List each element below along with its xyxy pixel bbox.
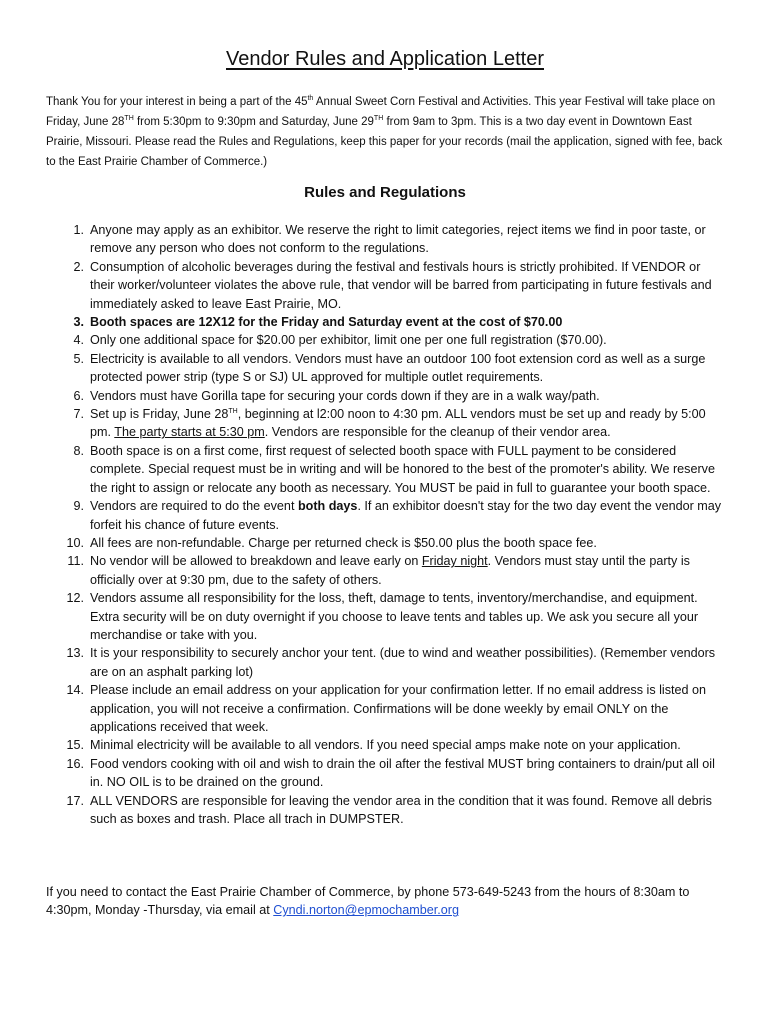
rule-item — [60, 736, 728, 754]
rule-item — [60, 552, 728, 589]
rule-number: 9. — [73, 499, 84, 514]
rule-text: ALL VENDORS are responsible for leaving the vendor area in the condition that it was found. Remove all debris such as boxes and trash. Place all trach in DUMPSTER. — [90, 793, 712, 826]
rule-item — [60, 331, 728, 349]
rule-item — [60, 405, 728, 442]
rule-text: Consumption of alcoholic beverages during the festival and festivals hours is strictly prohibited. If VENDOR or their worker/volunteer violates the above rule, that vendor will be barred from participating in future festivals and immediately asked to leave East Prairie, MO. — [90, 259, 712, 311]
rule-text: Please include an email address on your application for your confirmation letter. If no email address is listed on application, you will not receive a confirmation. Confirmations will be done weekly by email ONLY on the applications received that week. — [90, 683, 707, 734]
rule-item — [60, 792, 728, 829]
rule-text-b: . Vendors must stay until the party is officially over at 9:30 pm, due to the safety of others. — [90, 554, 690, 587]
contact-email-link[interactable]: Cyndi.norton@epmochamber.org — [273, 903, 459, 918]
rule-number: 16. — [66, 756, 84, 771]
rule-text-b: , beginning at l2:00 noon to 4:30 pm. ALL vendors must be set up and ready by 5:00 pm. — [90, 407, 706, 440]
contact-text: If you need to contact the East Prairie Chamber of Commerce, by phone 573-649-5243 from the hours of 8:30am to 4:30pm, Monday -Thursday, via email at — [46, 885, 690, 918]
rules-list — [60, 221, 728, 828]
intro-paragraph — [46, 92, 726, 172]
rule-number: 4. — [73, 333, 84, 348]
rule-number: 5. — [73, 351, 84, 366]
intro-text-1: Thank You for your interest in being a part of the 45 — [46, 96, 308, 108]
rule-number: 8. — [73, 443, 84, 458]
rule-item — [60, 350, 728, 387]
rule-number: 12. — [66, 591, 84, 606]
rule-number: 7. — [73, 407, 84, 422]
rule-text: All fees are non-refundable. Charge per returned check is $50.00 plus the booth space fee. — [90, 535, 597, 550]
rule-text-a: Vendors are required to do the event — [90, 499, 298, 514]
rule-item — [60, 313, 728, 331]
rule-underlined-text: Friday night — [421, 554, 488, 569]
rule-text-a: Set up is Friday, June 28 — [90, 407, 229, 422]
rule-number: 17. — [66, 793, 84, 808]
intro-text-3: from 5:30pm to 9:30pm and Saturday, June 29 — [133, 116, 374, 128]
intro-text-4: from 9am to 3pm. This is a two day event in Downtown East Prairie, Missouri. Please read the Rules and Regulations, keep this paper for your records (mail the application, signed with fee, back to the East Prairie Chamber of Commerce.) — [46, 116, 723, 168]
rule-number: 13. — [66, 646, 84, 661]
rule-item — [60, 442, 728, 497]
rule-number: 11. — [67, 554, 84, 569]
intro-sup-3: TH — [373, 115, 384, 123]
rule-number: 10. — [66, 535, 84, 550]
rules-heading: Rules and Regulations — [304, 184, 466, 201]
rule-item — [60, 387, 728, 405]
rule-text-b: . If an exhibitor doesn't stay for the two day event the vendor may forfeit his chance of future events. — [90, 499, 722, 532]
intro-sup-2: TH — [124, 115, 134, 123]
rule-text: Anyone may apply as an exhibitor. We reserve the right to limit categories, reject items we find in poor taste, or remove any person who does not conform to the regulations. — [90, 223, 706, 256]
rule-number: 2. — [73, 259, 84, 274]
rule-item — [60, 534, 728, 552]
rule-number: 15. — [66, 738, 84, 753]
rule-bold-text: both days — [297, 499, 358, 514]
rule-item — [60, 644, 728, 681]
rule-text-a: No vendor will be allowed to breakdown and leave early on — [90, 554, 422, 569]
rule-item — [60, 681, 728, 736]
rule-text: Minimal electricity will be available to all vendors. If you need special amps make note on your application. — [90, 738, 681, 753]
rule-underlined-text: The party starts at 5:30 pm — [114, 425, 265, 440]
rule-text-c: . Vendors are responsible for the cleanup of their vendor area. — [264, 425, 611, 440]
page-title: Vendor Rules and Application Letter — [226, 48, 544, 70]
rule-number: 14. — [66, 683, 84, 698]
rule-text: Food vendors cooking with oil and wish to drain the oil after the festival MUST bring containers to drain/put all oil in. NO OIL is to be drained on the ground. — [90, 756, 715, 790]
rule-item — [60, 497, 728, 534]
intro-sup-1: th — [307, 95, 314, 103]
rule-number: 6. — [73, 388, 84, 403]
rule-number: 1. — [73, 223, 84, 237]
rule-text: Electricity is available to all vendors. Vendors must have an outdoor 100 foot extension cord as well as a surge protected power strip (type S or SJ) UL approved for multiple outlet requirements. — [90, 351, 706, 385]
rule-sup: TH — [228, 407, 238, 415]
rule-text: Vendors assume all responsibility for the loss, theft, damage to tents, inventory/merchandise, and equipment. Extra security will be on duty overnight if you choose to leave tents and tables up. We ask you secure all your merchandise or take with you. — [90, 591, 699, 642]
rule-text: It is your responsibility to securely anchor your tent. (due to wind and weather possibilities). (Remember vendors are on an asphalt parking lot) — [90, 646, 716, 679]
rule-text: Only one additional space for $20.00 per exhibitor, limit one per one full registration ($70.00). — [90, 333, 607, 348]
rule-item — [60, 755, 728, 792]
rule-item — [60, 221, 728, 258]
rule-text: Booth space is on a first come, first request of selected booth space with FULL payment to be considered complete. Special request must be in writing and will be honored to the best of the promoter's ability. We reserve the right to assign or relocate any booth as necessary. You MUST be paid in full to guarantee your booth space. — [90, 443, 715, 495]
rule-number: 3. — [73, 315, 84, 330]
rule-item — [60, 258, 728, 313]
rule-text: Vendors must have Gorilla tape for securing your cords down if they are in a walk way/path. — [90, 388, 600, 403]
intro-text-2: Annual Sweet Corn Festival and Activities. This year Festival will take place on Friday, June 28 — [46, 96, 716, 128]
rule-item — [60, 589, 728, 644]
rule-text: Booth spaces are 12X12 for the Friday and Saturday event at the cost of $70.00 — [90, 315, 563, 330]
contact-paragraph — [46, 883, 726, 920]
